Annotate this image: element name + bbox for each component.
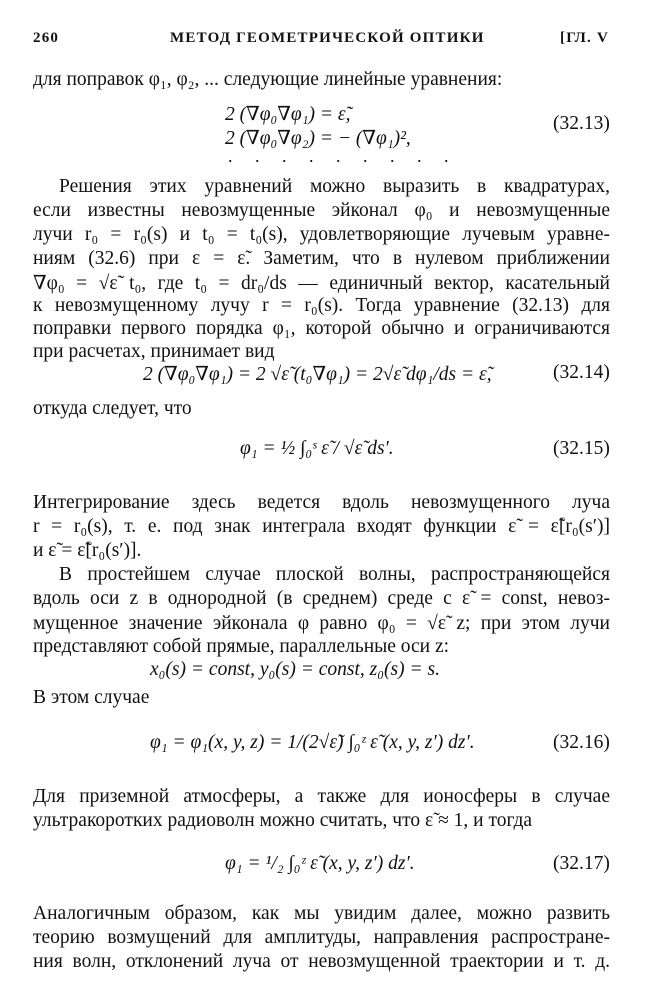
page-number: 260 bbox=[33, 30, 60, 46]
text-line: ультракоротких радиоволн можно считать, что ε̃ ≈ 1, и тогда bbox=[33, 810, 533, 831]
text-line: Аналогичным образом, как мы увидим далее, можно развить bbox=[33, 903, 610, 924]
text-line: Решения этих уравнений можно выразить в квадратурах, bbox=[59, 176, 610, 197]
equation-number-32-17: (32.17) bbox=[553, 853, 610, 874]
text-line: при расчетах, принимает вид bbox=[33, 341, 275, 362]
text-line: r = r₀(s), т. е. под знак интеграла входят функции ε̃ = ε̃[r₀(s′)] bbox=[33, 516, 610, 537]
equation-number-32-14: (32.14) bbox=[553, 362, 610, 383]
text-line: представляют собой прямые, параллельные оси z: bbox=[33, 636, 450, 657]
equation-number-32-15: (32.15) bbox=[553, 438, 610, 459]
text-line: ∇φ₀ = √ε̃ t₀, где t₀ = dr₀/ds — единичный вектор, касательный bbox=[33, 273, 610, 294]
equation-continuation-dots: . . . . . . . . . bbox=[228, 146, 458, 166]
text-line: В этом случае bbox=[33, 687, 150, 708]
running-title: МЕТОД ГЕОМЕТРИЧЕСКОЙ ОПТИКИ bbox=[170, 30, 485, 46]
text-line: Для приземной атмосферы, а также для ионосферы в случае bbox=[33, 786, 610, 807]
text-line: теорию возмущений для амплитуды, направления распростране- bbox=[33, 927, 610, 948]
text-line: В простейшем случае плоской волны, распространяющейся bbox=[59, 564, 610, 585]
equation-number-32-13: (32.13) bbox=[553, 113, 610, 134]
text-line: лучи r₀ = r₀(s) и t₀ = t₀(s), удовлетворяющие лучевым уравне- bbox=[33, 224, 610, 245]
text-line: к невозмущенному лучу r = r₀(s). Тогда уравнение (32.13) для bbox=[33, 295, 610, 316]
text-line: откуда следует, что bbox=[33, 398, 192, 419]
text-line: ниям (32.6) при ε = ε̃. Заметим, что в нулевом приближении bbox=[33, 248, 610, 269]
text-line: для поправок φ₁, φ₂, ... следующие линейные уравнения: bbox=[33, 69, 503, 90]
text-line: и ε̃ = ε̃[r₀(s′)]. bbox=[33, 540, 142, 561]
equation-rays: x₀(s) = const, y₀(s) = const, z₀(s) = s. bbox=[150, 659, 440, 680]
equation-number-32-16: (32.16) bbox=[553, 732, 610, 753]
equation-32-13-b: 2 (∇φ₀∇φ₂) = − (∇φ₁)², bbox=[225, 128, 411, 149]
equation-32-15: φ₁ = ½ ∫₀ˢ ε̃ / √ε̃ ds′. bbox=[240, 438, 394, 459]
text-line: Интегрирование здесь ведется вдоль невозмущенного луча bbox=[33, 492, 610, 513]
equation-32-13-a: 2 (∇φ₀∇φ₁) = ε̃, bbox=[225, 104, 351, 125]
text-line: если известны невозмущенные эйконал φ₀ и невозмущенные bbox=[33, 200, 610, 221]
text-line: вдоль оси z в однородной (в среднем) среде с ε̃ = const, невоз- bbox=[33, 588, 610, 609]
text-line: ния волн, отклонений луча от невозмущенной траектории и т. д. bbox=[33, 951, 610, 972]
chapter-label: [ГЛ. V bbox=[560, 30, 609, 46]
equation-32-14: 2 (∇φ₀∇φ₁) = 2 √ε̃ (t₀∇φ₁) = 2√ε̃ dφ₁/ds = ε̃, bbox=[143, 364, 492, 385]
text-line: мущенное значение эйконала φ равно φ₀ = √ε̃ z; при этом лучи bbox=[33, 613, 610, 634]
equation-32-16: φ₁ = φ₁(x, y, z) = 1/(2√ε̃) ∫₀ᶻ ε̃ (x, y, z′) dz′. bbox=[150, 732, 475, 753]
equation-32-17: φ₁ = ¹/₂ ∫₀ᶻ ε̃ (x, y, z′) dz′. bbox=[225, 853, 415, 874]
text-line: поправки первого порядка φ₁, которой обычно и ограничиваются bbox=[33, 318, 610, 339]
